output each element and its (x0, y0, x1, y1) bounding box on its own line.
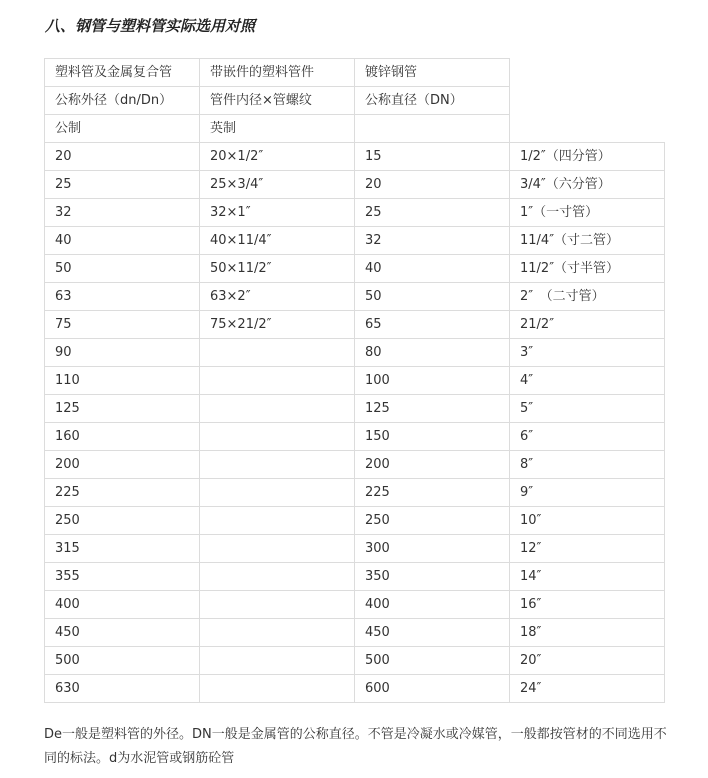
header-cell: 公称外径（dn/Dn） (45, 87, 200, 115)
table-cell: 32 (355, 227, 510, 255)
table-cell: 315 (45, 535, 200, 563)
table-cell: 15 (355, 143, 510, 171)
table-cell: 8″ (510, 451, 665, 479)
table-cell: 21/2″ (510, 311, 665, 339)
table-row (45, 423, 665, 451)
table-cell: 3″ (510, 339, 665, 367)
table-cell: 3/4″（六分管） (510, 171, 665, 199)
footnote: De一般是塑料管的外径。DN一般是金属管的公称直径。不管是冷凝水或冷媒管，一般都按管材的不同选用不同的标法。d为水泥管或钢筋砼管 (44, 727, 667, 766)
blank-cell (510, 59, 665, 87)
table-row (45, 451, 665, 479)
table-body (45, 59, 665, 703)
blank-cell (510, 87, 665, 115)
table-cell: 150 (355, 423, 510, 451)
header-cell: 带嵌件的塑料管件 (200, 59, 355, 87)
table-row (45, 143, 665, 171)
table-cell (200, 647, 355, 675)
header-cell: 镀锌钢管 (355, 59, 510, 87)
table-cell: 40 (45, 227, 200, 255)
table-cell: 4″ (510, 367, 665, 395)
table-cell: 1/2″（四分管） (510, 143, 665, 171)
header-cell: 公称直径（DN） (355, 87, 510, 115)
table-row (45, 647, 665, 675)
table-cell: 9″ (510, 479, 665, 507)
table-cell: 450 (45, 619, 200, 647)
table-cell: 400 (355, 591, 510, 619)
table-cell: 10″ (510, 507, 665, 535)
table-cell: 125 (45, 395, 200, 423)
table-cell: 20×1/2″ (200, 143, 355, 171)
table-cell: 25×3/4″ (200, 171, 355, 199)
table-cell (200, 619, 355, 647)
table-cell: 50 (45, 255, 200, 283)
table-cell: 200 (355, 451, 510, 479)
table-cell: 20 (45, 143, 200, 171)
table-row (45, 339, 665, 367)
table-row (45, 591, 665, 619)
table-cell: 110 (45, 367, 200, 395)
table-cell (200, 675, 355, 703)
table-cell: 24″ (510, 675, 665, 703)
header-cell: 管件内径×管螺纹 (200, 87, 355, 115)
table-cell: 40×11/4″ (200, 227, 355, 255)
table-cell: 75×21/2″ (200, 311, 355, 339)
table-cell: 2″ （二寸管） (510, 283, 665, 311)
table-row (45, 507, 665, 535)
header-row (45, 59, 665, 87)
table-cell: 6″ (510, 423, 665, 451)
table-cell: 32×1″ (200, 199, 355, 227)
table-row (45, 479, 665, 507)
table-cell (200, 423, 355, 451)
table-cell: 25 (45, 171, 200, 199)
table-row (45, 535, 665, 563)
table-row (45, 255, 665, 283)
table-cell: 25 (355, 199, 510, 227)
table-cell: 11/4″（寸二管） (510, 227, 665, 255)
table-cell: 1″（一寸管） (510, 199, 665, 227)
table-cell: 225 (355, 479, 510, 507)
table-cell: 14″ (510, 563, 665, 591)
table-cell: 90 (45, 339, 200, 367)
table-cell: 630 (45, 675, 200, 703)
table-cell: 40 (355, 255, 510, 283)
table-cell: 200 (45, 451, 200, 479)
table-cell (200, 367, 355, 395)
table-cell: 18″ (510, 619, 665, 647)
section-heading: 八、钢管与塑料管实际选用对照 (45, 17, 256, 35)
table-row (45, 227, 665, 255)
table-row (45, 563, 665, 591)
header-cell (355, 115, 510, 143)
table-cell: 500 (355, 647, 510, 675)
table-row (45, 311, 665, 339)
table-cell: 400 (45, 591, 200, 619)
table-cell: 20 (355, 171, 510, 199)
blank-cell (510, 115, 665, 143)
table-cell: 75 (45, 311, 200, 339)
table-cell (200, 591, 355, 619)
header-cell: 公制 (45, 115, 200, 143)
table-row (45, 367, 665, 395)
table-row (45, 283, 665, 311)
table-cell: 355 (45, 563, 200, 591)
table-cell (200, 479, 355, 507)
table-cell: 20″ (510, 647, 665, 675)
pipe-comparison-table (44, 58, 665, 703)
table-cell: 225 (45, 479, 200, 507)
table-cell: 50×11/2″ (200, 255, 355, 283)
table-cell: 16″ (510, 591, 665, 619)
table-cell (200, 451, 355, 479)
table-cell: 100 (355, 367, 510, 395)
table-row (45, 619, 665, 647)
table-cell: 250 (355, 507, 510, 535)
header-row (45, 115, 665, 143)
table-cell (200, 395, 355, 423)
table-cell: 63 (45, 283, 200, 311)
table-cell: 11/2″（寸半管） (510, 255, 665, 283)
table-cell: 65 (355, 311, 510, 339)
table-cell (200, 563, 355, 591)
table-cell: 5″ (510, 395, 665, 423)
table-cell: 12″ (510, 535, 665, 563)
table-cell (200, 507, 355, 535)
table-row (45, 171, 665, 199)
header-cell: 英制 (200, 115, 355, 143)
table-cell: 32 (45, 199, 200, 227)
table-cell: 125 (355, 395, 510, 423)
header-cell: 塑料管及金属复合管 (45, 59, 200, 87)
header-row (45, 87, 665, 115)
table-cell: 250 (45, 507, 200, 535)
table-cell: 50 (355, 283, 510, 311)
table-row (45, 395, 665, 423)
table-cell: 160 (45, 423, 200, 451)
table-cell (200, 339, 355, 367)
table-cell: 500 (45, 647, 200, 675)
table-cell: 300 (355, 535, 510, 563)
table-cell: 350 (355, 563, 510, 591)
table-cell: 80 (355, 339, 510, 367)
table-row (45, 675, 665, 703)
table-cell: 600 (355, 675, 510, 703)
table-cell (200, 535, 355, 563)
table-cell: 450 (355, 619, 510, 647)
table-cell: 63×2″ (200, 283, 355, 311)
table-row (45, 199, 665, 227)
